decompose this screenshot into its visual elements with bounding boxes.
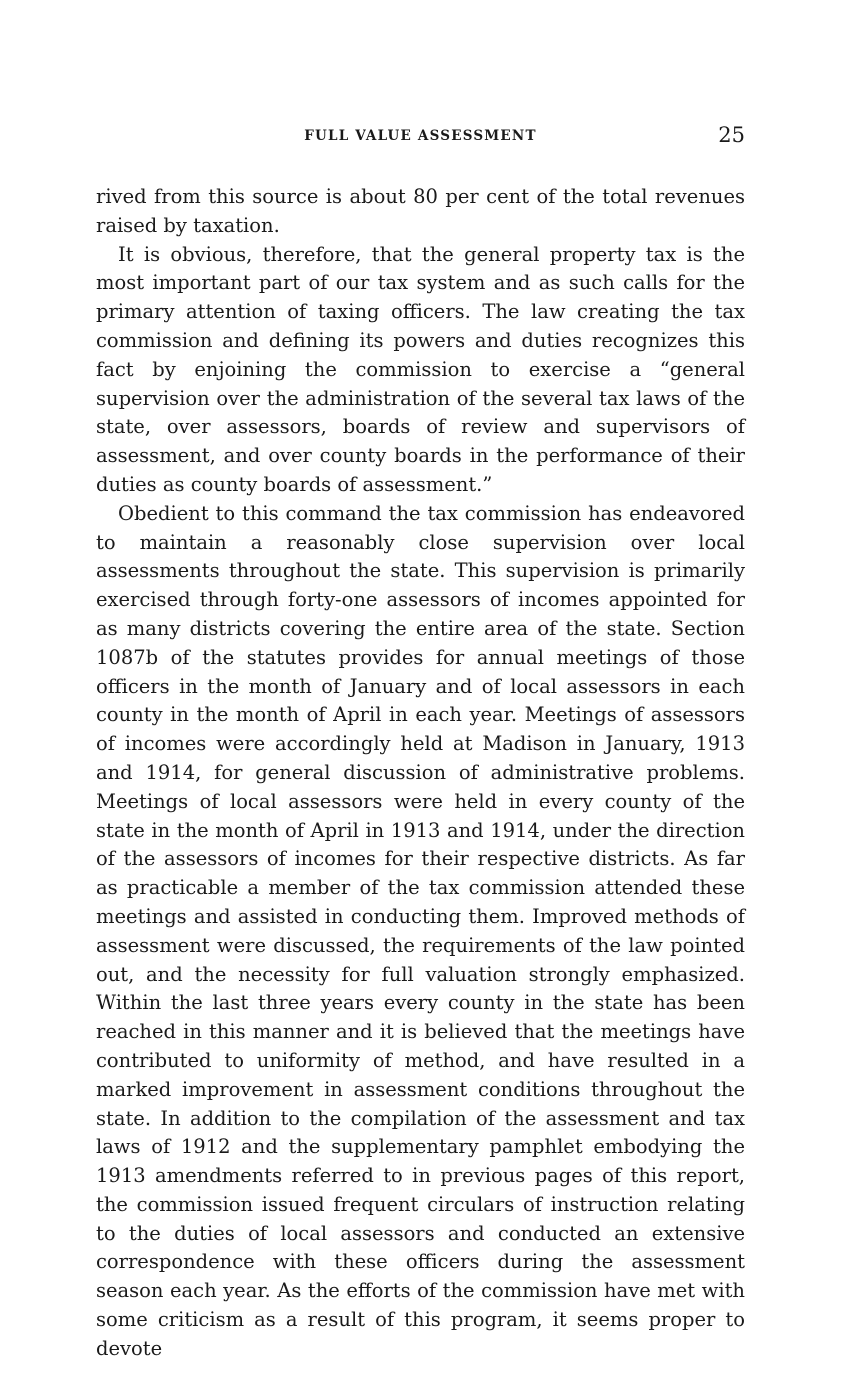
page-header — [96, 123, 745, 150]
running-head: FULL VALUE ASSESSMENT — [304, 128, 537, 144]
paragraph-general-property-tax: It is obvious, therefore, that the general property tax is the most important part of our tax system and as such calls for the primary attention of taxing officers. The law creating the tax commission and defining its powers and duties recognizes this fact by enjoining the commission to exercise a “general supervision over the administration of the several tax laws of the state, over assessors, boards of review and supervisors of assessment, and over county boards in the performance of their duties as county boards of assessment.” — [96, 242, 745, 496]
page-number: 25 — [718, 123, 745, 147]
paragraph-continued: rived from this source is about 80 per cent of the total revenues raised by taxation. — [96, 185, 745, 237]
paragraph-supervision: Obedient to this command the tax commission has endeavored to maintain a reasonably close supervision over local assessments throughout the state. This supervision is primarily exercised through forty-one assessors of incomes appointed for as many districts covering the entire area of the state. Section 1087b of the statutes provides for annual meetings of those officers in the month of January and of local assessors in each county in the month of April in each year. Meetings of assessors of incomes were accordingly held at Madison in January, 1913 and 1914, for general discussion of administrative problems. Meetings of local assessors were held in every county of the state in the month of April in 1913 and 1914, under the direction of the assessors of incomes for their respective districts. As far as practicable a member of the tax commission attended these meetings and assisted in conducting them. Improved methods of assessment were discussed, the requirements of the law pointed out, and the necessity for full valuation strongly emphasized. Within the last three years every county in the state has been reached in this manner and it is believed that the meetings have contributed to uniformity of method, and have resulted in a marked improvement in assessment conditions throughout the state. In addition to the compilation of the assessment and tax laws of 1912 and the supplementary pamphlet embodying the 1913 amendments referred to in previous pages of this report, the commission issued frequent circulars of instruction relating to the duties of local assessors and conducted an extensive correspondence with these officers during the assessment season each year. As the efforts of the commission have met with some criticism as a result of this program, it seems proper to devote — [96, 501, 745, 1360]
body-text — [96, 183, 745, 1364]
